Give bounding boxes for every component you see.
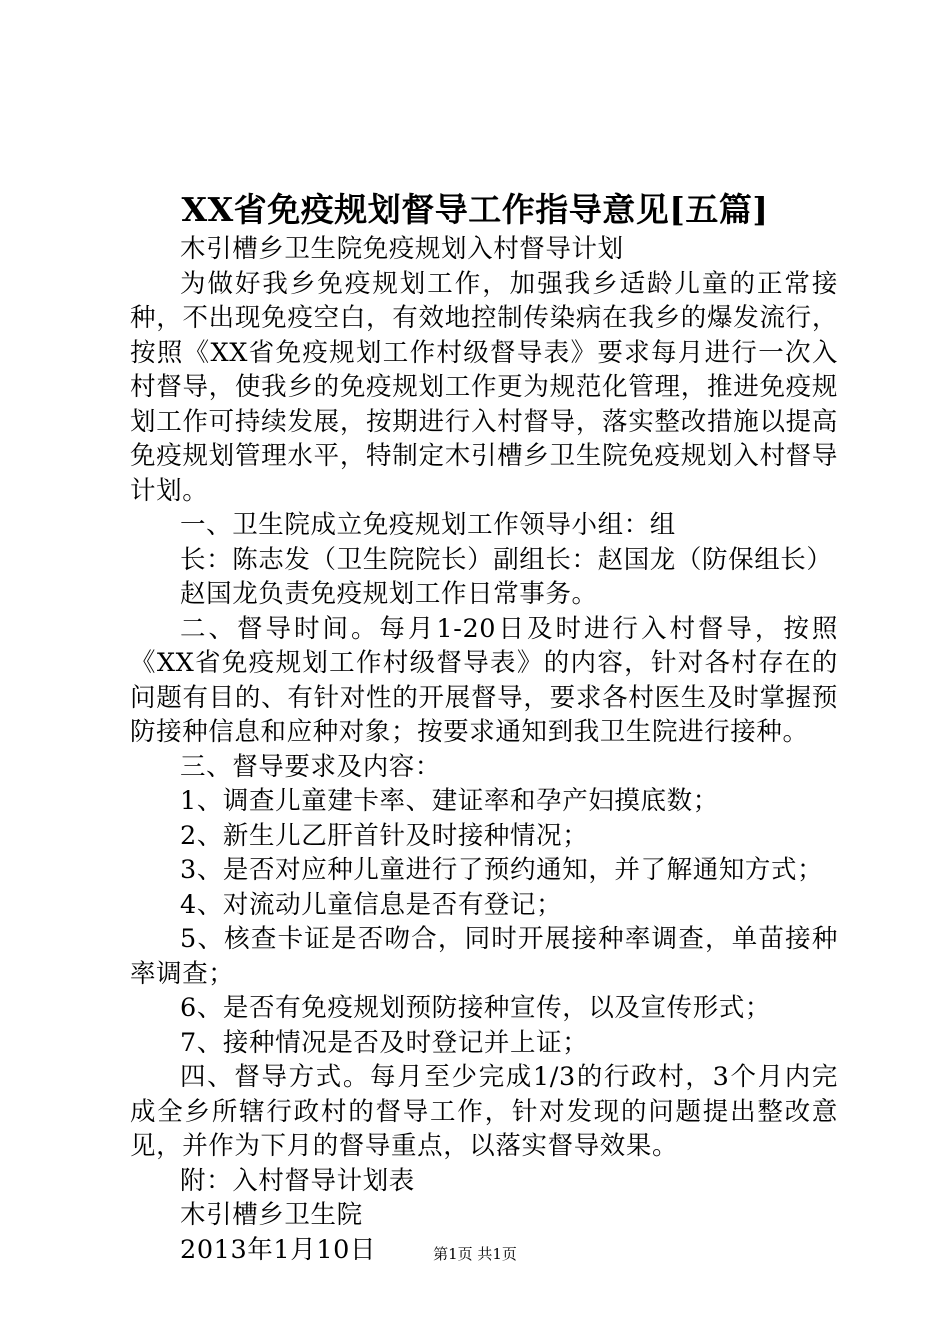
daily-affairs-line: 赵国龙负责免疫规划工作日常事务。 xyxy=(180,579,598,609)
list-item: 7、接种情况是否及时登记并上证； xyxy=(180,1027,589,1058)
section-one-heading: 一、卫生院成立免疫规划工作领导小组：组 xyxy=(180,510,676,540)
leadership-members: 长：陈志发（卫生院院长）副组长：赵国龙（防保组长） xyxy=(180,544,833,575)
section-three-heading: 三、督导要求及内容： xyxy=(180,751,442,782)
plan-heading: 木引槽乡卫生院免疫规划入村督导计划 xyxy=(180,234,624,264)
document-title: XX省免疫规划督导工作指导意见[五篇] xyxy=(181,190,769,229)
list-item: 2、新生儿乙肝首针及时接种情况； xyxy=(180,820,589,851)
section-four-paragraph: 四、督导方式。每月至少完成1/3的行政村，3个月内完成全乡所辖行政村的督导工作，针对发现的问题提出整改意见，并作为下月的督导重点，以落实督导效果。 xyxy=(130,1062,838,1161)
attachment-line: 附：入村督导计划表 xyxy=(180,1165,415,1196)
page-footer: 第1页 共1页 xyxy=(433,1245,517,1263)
document-body xyxy=(130,232,838,1267)
list-item: 1、调查儿童建卡率、建证率和孕产妇摸底数； xyxy=(180,786,719,816)
signature-date: 2013年1月10日 xyxy=(180,1234,377,1265)
list-item: 4、对流动儿童信息是否有登记； xyxy=(180,889,563,920)
list-item: 5、核查卡证是否吻合，同时开展接种率调查，单苗接种率调查； xyxy=(130,924,838,989)
signature-org: 木引槽乡卫生院 xyxy=(180,1200,363,1230)
list-item: 6、是否有免疫规划预防接种宣传，以及宣传形式； xyxy=(180,993,772,1023)
section-two-paragraph: 二、督导时间。每月1-20日及时进行入村督导，按照《XX省免疫规划工作村级督导表》的内容，针对各村存在的问题有目的、有针对性的开展督导，要求各村医生及时掌握预防接种信息和应种对象；按要求通知到我卫生院进行接种。 xyxy=(130,613,838,747)
intro-paragraph: 为做好我乡免疫规划工作，加强我乡适龄儿童的正常接种，不出现免疫空白，有效地控制传染病在我乡的爆发流行，按照《XX省免疫规划工作村级督导表》要求每月进行一次入村督导，使我乡的免疫规划工作更为规范化管理，推进免疫规划工作可持续发展，按期进行入村督导，落实整改措施以提高免疫规划管理水平，特制定木引槽乡卫生院免疫规划入村督导计划。 xyxy=(130,268,838,506)
list-item: 3、是否对应种儿童进行了预约通知，并了解通知方式； xyxy=(180,855,824,885)
